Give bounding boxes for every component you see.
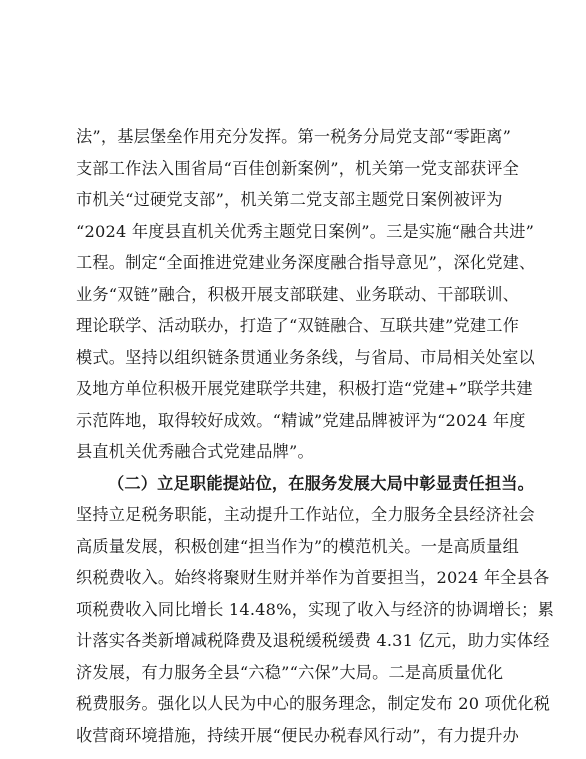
text-line: 收营商环境措施，持续开展“便民办税春风行动”，有力提升办	[76, 725, 520, 745]
text-line: 济发展，有力服务全县“六稳”“六保”大局。二是高质量优化	[76, 662, 504, 682]
section-heading: （二）立足职能提站位，在服务发展大局中彰显责任担当。	[108, 473, 535, 493]
text-line: 坚持立足税务职能，主动提升工作站位，全力服务全县经济社会	[76, 505, 535, 524]
text-line: 织税费收入。始终将聚财生财并举作为首要担当，2024 年全县各	[76, 568, 550, 587]
text-line: 及地方单位积极开展党建联学共建，积极打造“党建+”联学共建	[76, 379, 533, 398]
text-line: 市机关“过硬党支部”，机关第二党支部主题党日案例被评为	[76, 190, 503, 209]
text-line: 示范阵地，取得较好成效。“精诚”党建品牌被评为“2024 年度	[76, 410, 526, 430]
text-line: 税费服务。强化以人民为中心的服务理念，制定发布 20 项优化税	[76, 694, 551, 713]
text-line: 支部工作法入围省局“百佳创新案例”，机关第一党支部获评全	[76, 158, 520, 178]
body-text	[76, 121, 554, 751]
text-line: 工程。制定“全面推进党建业务深度融合指导意见”，深化党建、	[76, 253, 536, 272]
text-line: 理论联学、活动联办，打造了“双链融合、互联共建”党建工作	[76, 316, 520, 335]
text-line: 计落实各类新增减税降费及退税缓税缓费 4.31 亿元，助力实体经	[76, 631, 550, 650]
text-line: 模式。坚持以组织链条贯通业务条线，与省局、市局相关处室以	[76, 347, 535, 367]
text-line: 县直机关优秀融合式党建品牌”。	[76, 442, 314, 461]
text-line: 业务“双链”融合，积极开展支部联建、业务联动、干部联训、	[76, 284, 520, 304]
text-line: 高质量发展，积极创建“担当作为”的模范机关。一是高质量组	[76, 536, 520, 556]
text-line: 项税费收入同比增长 14.48%，实现了收入与经济的协调增长；累	[76, 599, 554, 619]
text-line: 法”，基层堡垒作用充分发挥。第一税务分局党支部“零距离”	[76, 127, 512, 146]
text-line: “2024 年度县直机关优秀主题党日案例”。三是实施“融合共进”	[76, 221, 535, 241]
